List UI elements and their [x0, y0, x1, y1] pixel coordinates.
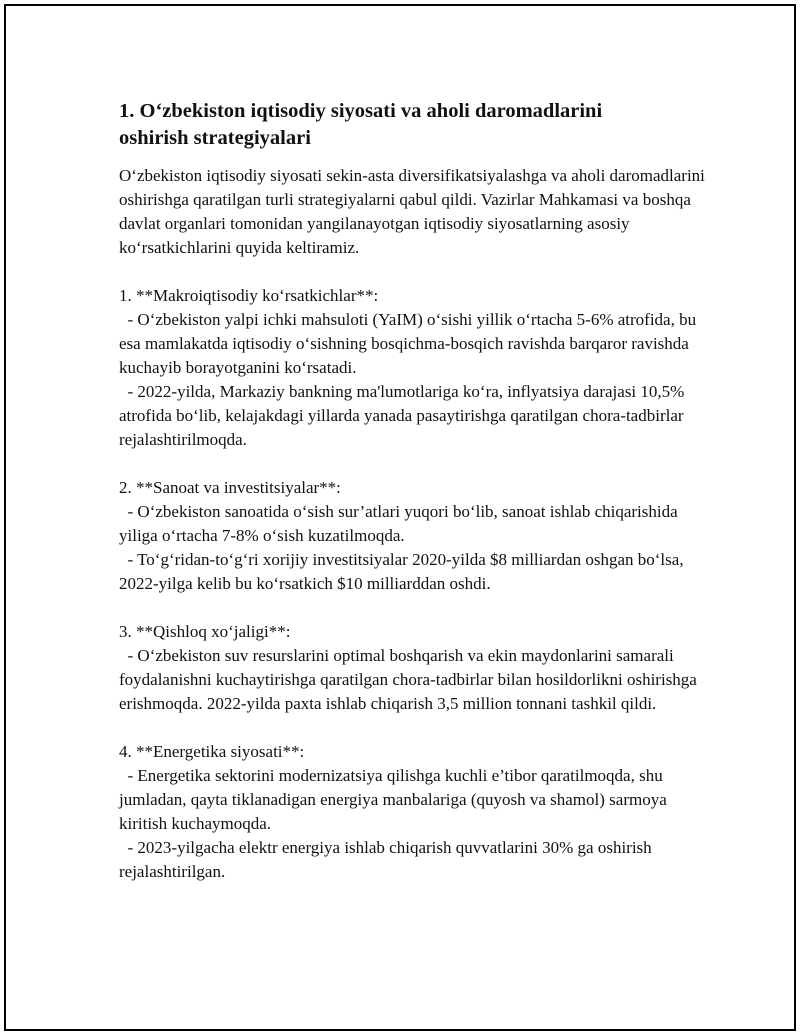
section-heading: 4. **Energetika siyosati**: — [119, 742, 305, 761]
intro-paragraph: O‘zbekiston iqtisodiy siyosati sekin-asta diversifikatsiyalashga va aholi daromadlarini oshirishga qaratilgan turli strategiyalarni qabul qildi. Vazirlar Mahkamasi va boshqa davlat organlari tomonidan yangilanayotgan iqtisodiy siyosatlarning asosiy ko‘rsatkichlarini quyida keltiramiz. — [119, 166, 710, 257]
section-heading: 1. **Makroiqtisodiy ko‘rsatkichlar**: — [119, 286, 379, 305]
section-heading: 2. **Sanoat va investitsiyalar**: — [119, 478, 341, 497]
list-item-text: - 2023-yilgacha elektr energiya ishlab chiqarish quvvatlarini 30% ga oshirish rejalashtirilgan. — [119, 838, 652, 881]
list-item — [119, 644, 709, 716]
list-item-text: - O‘zbekiston sanoatida o‘sish sur’atlari yuqori bo‘lib, sanoat ishlab chiqarishida yiliga o‘rtacha 7-8% o‘sish kuzatilmoqda. — [119, 502, 678, 545]
list-item-text: - O‘zbekiston suv resurslarini optimal boshqarish va ekin maydonlarini samarali foydalanishni kuchaytirishga qaratilgan chora-tadbirlar bilan hosildorlikni oshirishga erishmoqda. 2022-yilda paxta ishlab chiqarish 3,5 million tonnani tashkil qildi. — [119, 646, 697, 713]
list-item — [119, 548, 709, 596]
list-item — [119, 308, 709, 380]
section-heading: 3. **Qishloq xo‘jaligi**: — [119, 622, 291, 641]
page-frame — [4, 4, 796, 1031]
list-item-text: - O‘zbekiston yalpi ichki mahsuloti (YaIM) o‘sishi yillik o‘rtacha 5-6% atrofida, bu esa mamlakatda iqtisodiy o‘sishning bosqichma-bosqich ravishda barqaror ravishda kuchayib borayotganini ko‘rsatadi. — [119, 310, 697, 377]
list-item-text: - To‘g‘ridan-to‘g‘ri xorijiy investitsiyalar 2020-yilda $8 milliardan oshgan bo‘lsa, 2022-yilga kelib bu ko‘rsatkich $10 milliarddan oshdi. — [119, 550, 684, 593]
section-agriculture — [119, 620, 709, 716]
section-industry — [119, 476, 709, 596]
list-item — [119, 836, 709, 884]
section-energy — [119, 740, 709, 884]
list-item-text: - 2022-yilda, Markaziy bankning ma'lumotlariga ko‘ra, inflyatsiya darajasi 10,5% atrofida bo‘lib, kelajakdagi yillarda yanada pasaytirishga qaratilgan chora-tadbirlar rejalashtirilmoqda. — [119, 382, 685, 449]
list-item — [119, 500, 709, 548]
document-title: 1. O‘zbekiston iqtisodiy siyosati va aholi daromadlarini oshirish strategiyalari — [119, 100, 603, 149]
list-item — [119, 764, 709, 836]
document-body — [119, 98, 709, 884]
list-item-text: - Energetika sektorini modernizatsiya qilishga kuchli e’tibor qaratilmoqda, shu jumladan, qayta tiklanadigan energiya manbalariga (quyosh va shamol) sarmoya kiritish kuchaymoqda. — [119, 766, 667, 833]
list-item — [119, 380, 709, 452]
section-macroeconomic — [119, 284, 709, 452]
